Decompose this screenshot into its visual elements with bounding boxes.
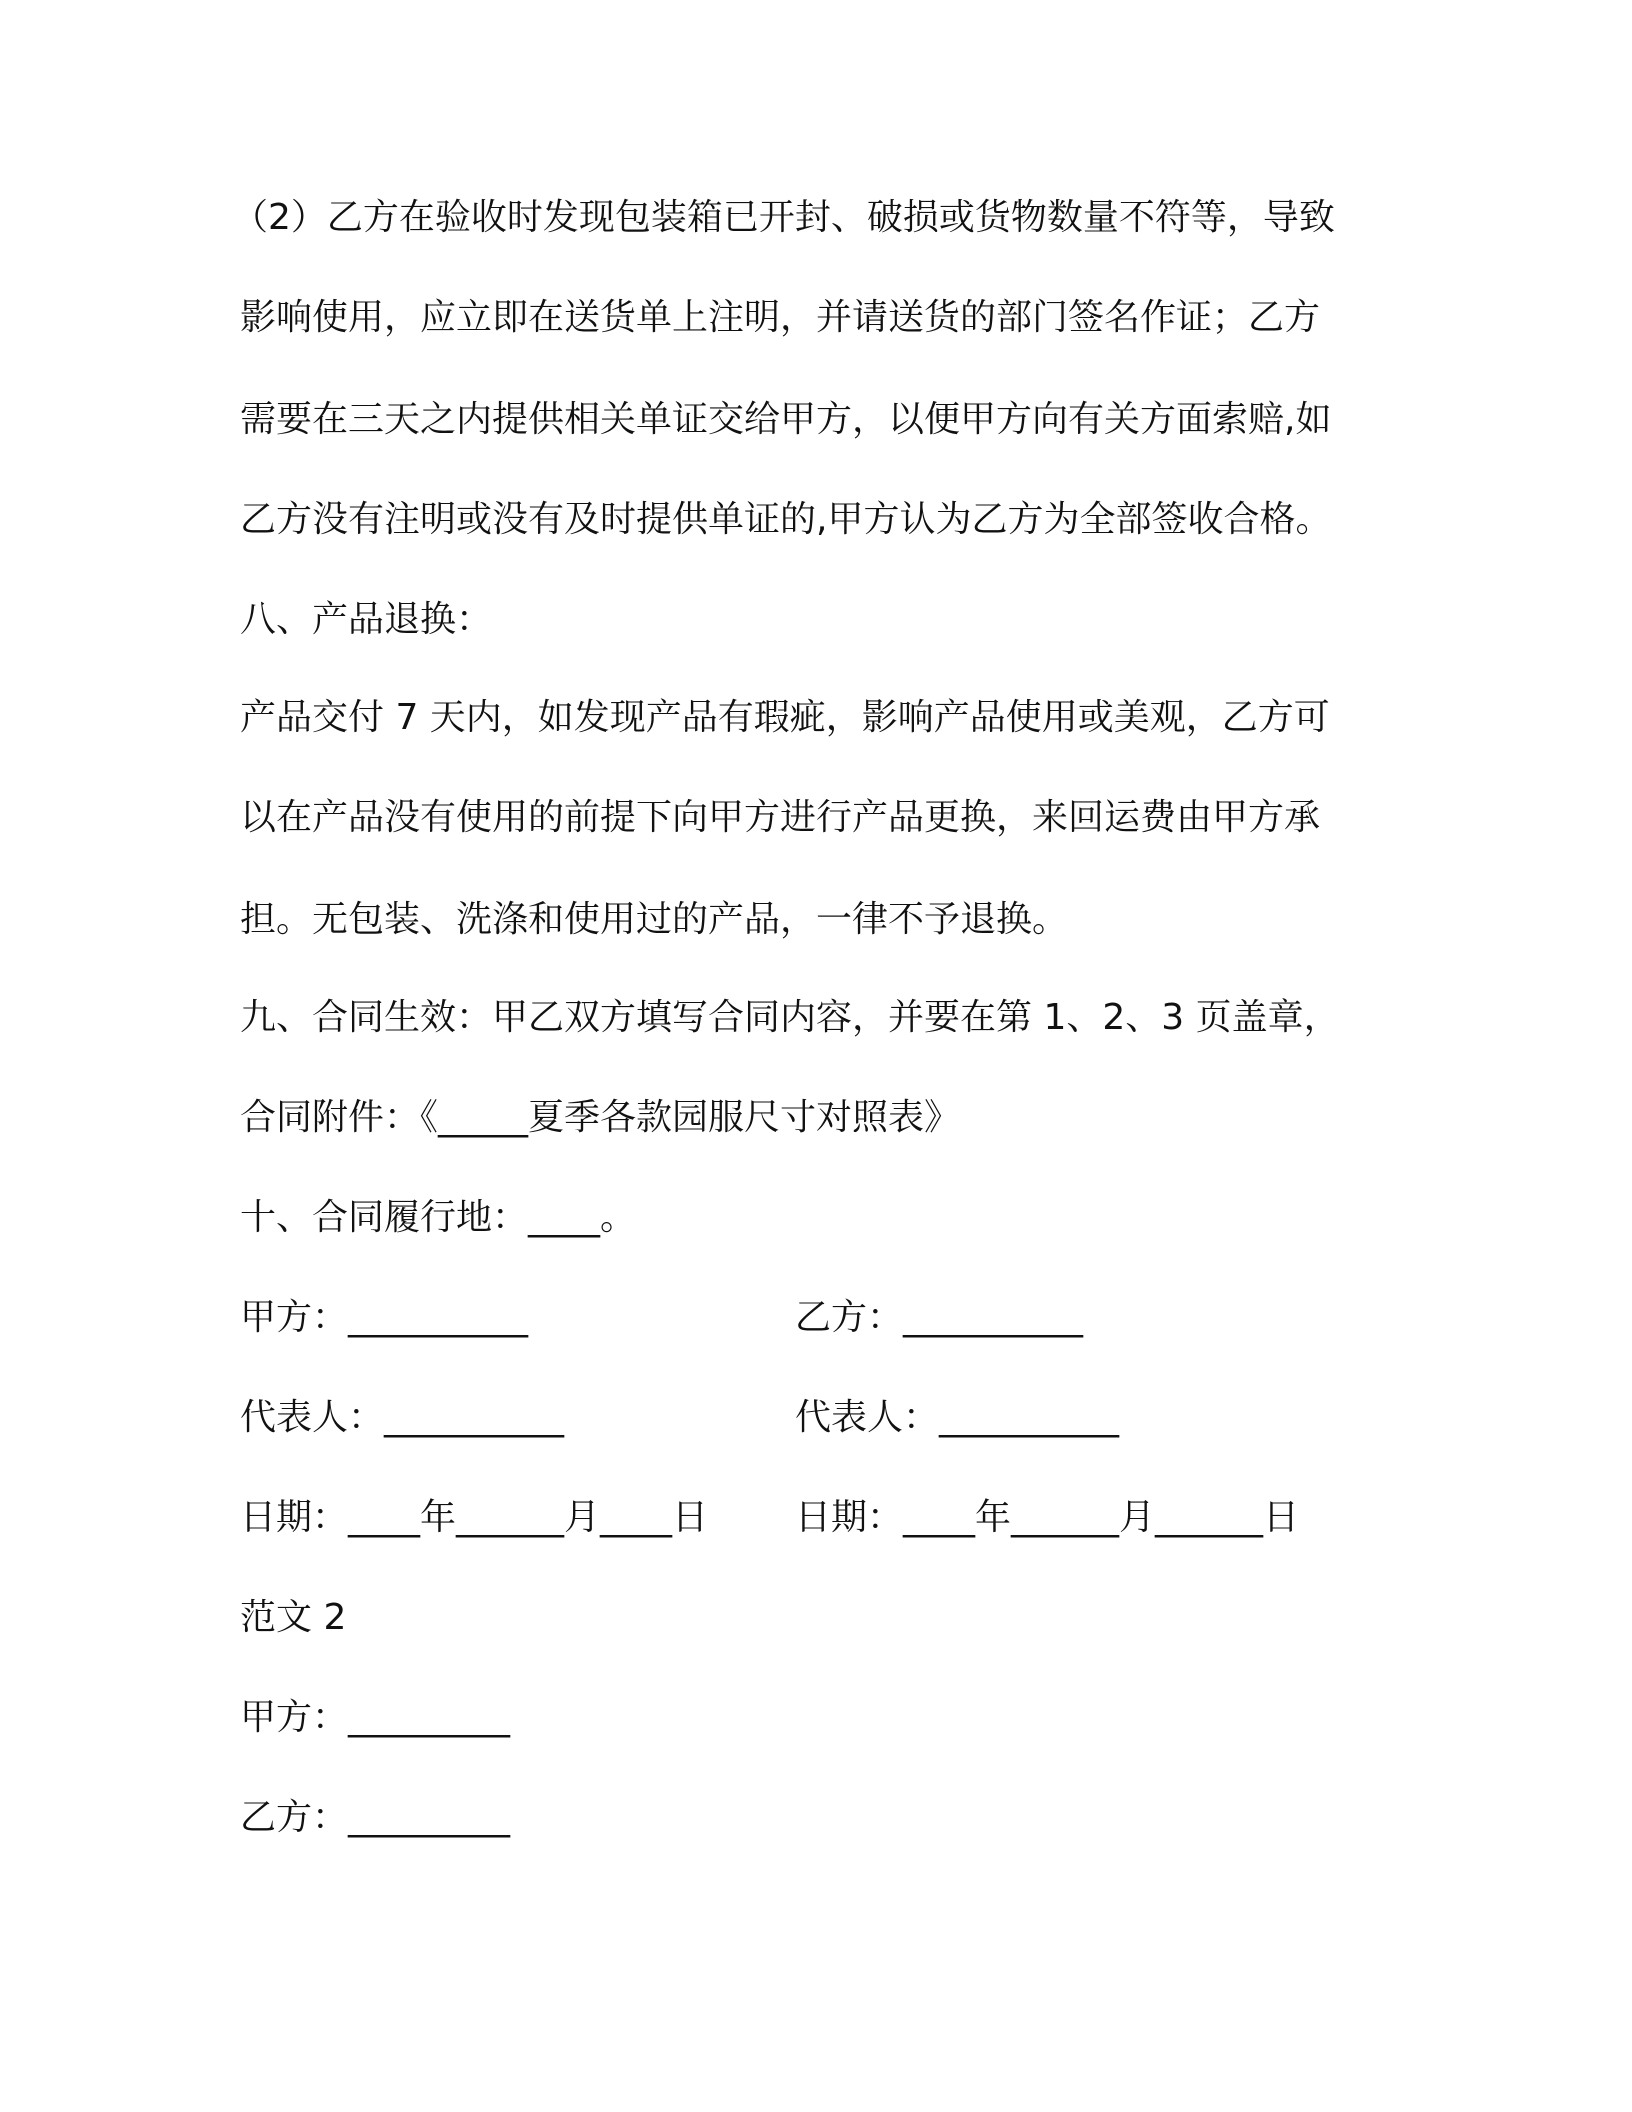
section-8-line-1: 产品交付 7 天内，如发现产品有瑕疵，影响产品使用或美观，乙方可 xyxy=(240,697,1330,738)
contract-attachment: 合同附件：《_____夏季各款园服尺寸对照表》 xyxy=(240,1097,961,1138)
date-b: 日期：____年______月______日 xyxy=(795,1497,1300,1538)
date-a: 日期：____年______月____日 xyxy=(240,1497,709,1538)
section-8-line-2: 以在产品没有使用的前提下向甲方进行产品更换，来回运费由甲方承 xyxy=(240,797,1321,838)
paragraph-2-line-1: （2）乙方在验收时发现包装箱已开封、破损或货物数量不符等，导致 xyxy=(232,197,1335,238)
party-a-signature: 甲方：__________ xyxy=(240,1297,529,1338)
section-8-line-3: 担。无包装、洗涤和使用过的产品，一律不予退换。 xyxy=(240,899,1069,940)
sample-2-party-b: 乙方：_________ xyxy=(240,1797,511,1838)
party-b-signature: 乙方：__________ xyxy=(795,1297,1084,1338)
section-8-heading: 八、产品退换： xyxy=(240,599,493,640)
section-10: 十、合同履行地：____。 xyxy=(240,1197,637,1238)
representative-b: 代表人：__________ xyxy=(795,1397,1120,1438)
paragraph-2-line-3: 需要在三天之内提供相关单证交给甲方，以便甲方向有关方面索赔,如 xyxy=(240,399,1332,440)
sample-2-party-a: 甲方：_________ xyxy=(240,1697,511,1738)
section-9: 九、合同生效：甲乙双方填写合同内容，并要在第 1、2、3 页盖章， xyxy=(240,997,1340,1038)
paragraph-2-line-2: 影响使用，应立即在送货单上注明，并请送货的部门签名作证；乙方 xyxy=(240,297,1321,338)
paragraph-2-line-4: 乙方没有注明或没有及时提供单证的,甲方认为乙方为全部签收合格。 xyxy=(240,499,1332,540)
sample-2-title: 范文 2 xyxy=(240,1597,347,1638)
representative-a: 代表人：__________ xyxy=(240,1397,565,1438)
